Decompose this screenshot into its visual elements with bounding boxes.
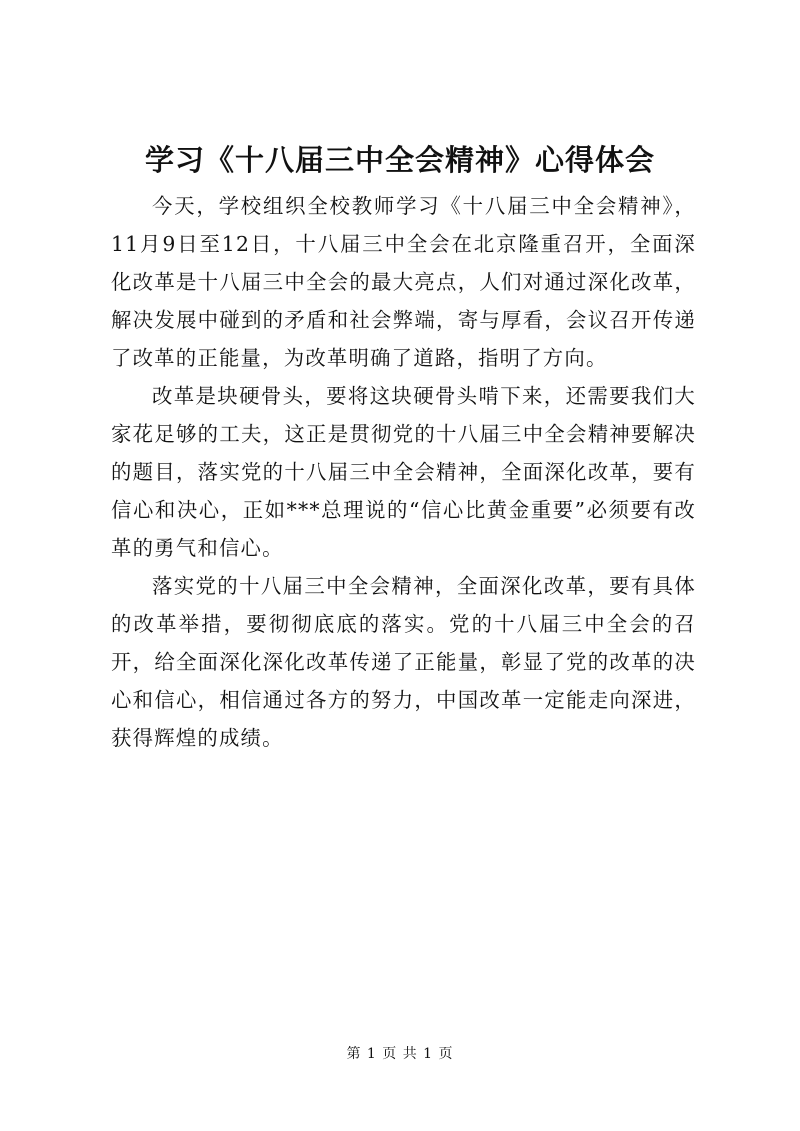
document-body (111, 187, 696, 757)
paragraph-1: 今天，学校组织全校教师学习《十八届三中全会精神》，11月9日至12日，十八届三中全会在北京隆重召开，全面深化改革是十八届三中全会的最大亮点，人们对通过深化改革，解决发展中碰到的矛盾和社会弊端，寄与厚看，会议召开传递了改革的正能量，为改革明确了道路，指明了方向。 (111, 194, 696, 370)
paragraph-2: 改革是块硬骨头，要将这块硬骨头啃下来，还需要我们大家花足够的工夫，这正是贯彻党的十八届三中全会精神要解决的题目，落实党的十八届三中全会精神，全面深化改革，要有信心和决心，正如***总理说的“信心比黄金重要”必须要有改革的勇气和信心。 (111, 384, 696, 560)
paragraph-3: 落实党的十八届三中全会精神，全面深化改革，要有具体的改革举措，要彻彻底底的落实。党的十八届三中全会的召开，给全面深化深化改革传递了正能量，彰显了党的改革的决心和信心，相信通过各方的努力，中国改革一定能走向深进，获得辉煌的成绩。 (111, 574, 696, 750)
page-number-footer: 第 1 页 共 1 页 (346, 1046, 454, 1062)
document-title: 学习《十八届三中全会精神》心得体会 (144, 143, 655, 177)
